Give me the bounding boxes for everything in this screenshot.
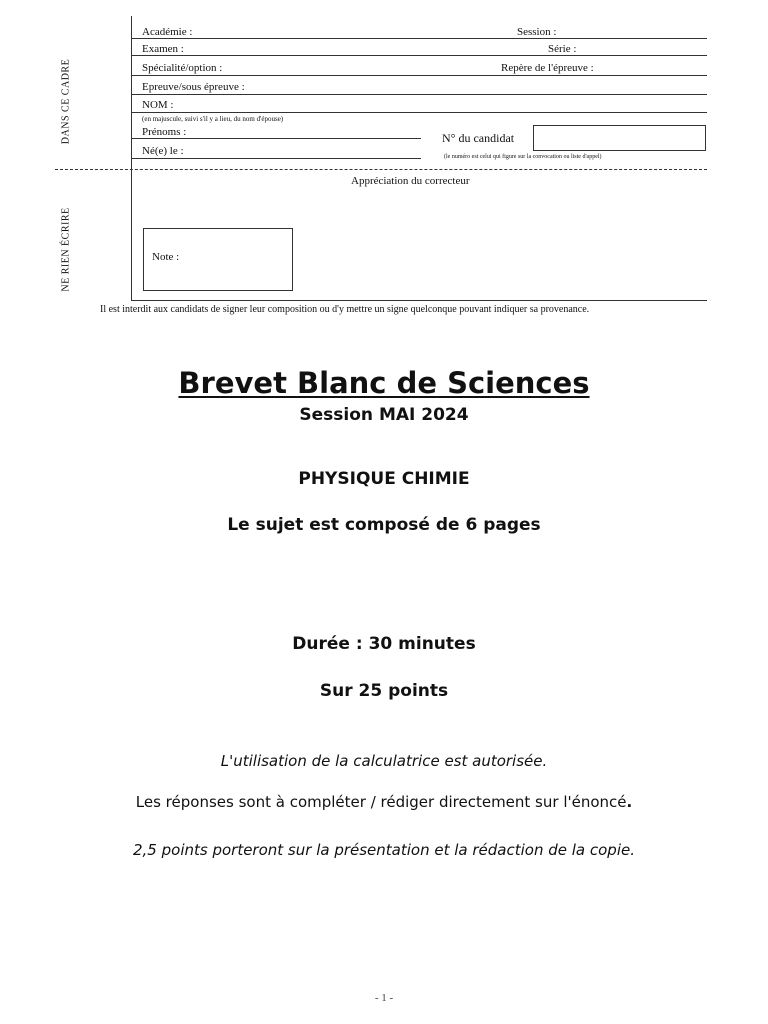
examen-label: Examen : <box>142 43 184 55</box>
candidat-label: N° du candidat <box>442 131 515 145</box>
prenoms-label: Prénoms : <box>142 126 187 138</box>
dashed-separator <box>55 169 707 170</box>
ne-le-label: Né(e) le : <box>142 145 184 157</box>
side-label-bottom: NE RIEN ÉCRIRE <box>60 207 72 292</box>
form-line <box>131 94 707 95</box>
form-line <box>131 112 707 113</box>
session-line: Session MAI 2024 <box>299 405 469 425</box>
side-label-top: DANS CE CADRE <box>60 58 72 145</box>
candidat-number-box <box>533 125 706 151</box>
responses-period: . <box>626 793 633 811</box>
responses-text: Les réponses sont à compléter / rédiger directement sur l'énoncé <box>135 793 627 811</box>
calculator-note: L'utilisation de la calculatrice est autorisée. <box>220 752 548 770</box>
specialite-label: Spécialité/option : <box>142 62 223 74</box>
form-line <box>131 38 707 39</box>
academie-label: Académie : <box>142 26 193 38</box>
serie-label: Série : <box>548 43 577 55</box>
form-bottom-line <box>131 300 707 301</box>
interdiction-notice: Il est interdit aux candidats de signer leur composition ou d'y mettre un signe quelconque pouvant indiquer sa provenance. <box>100 304 590 315</box>
form-line <box>131 138 421 139</box>
nom-hint: (en majuscule, suivi s'il y a lieu, du nom d'épouse) <box>142 115 284 123</box>
form-line <box>131 55 707 56</box>
responses-note <box>0 793 768 811</box>
candidat-hint: (le numéro est celui qui figure sur la convocation ou liste d'appel) <box>444 154 602 160</box>
session-label: Session : <box>517 26 557 38</box>
page-number: - 1 - <box>374 992 394 1004</box>
epreuve-label: Epreuve/sous épreuve : <box>142 81 245 93</box>
points-line: Sur 25 points <box>319 681 449 701</box>
page-count-line: Le sujet est composé de 6 pages <box>227 515 541 535</box>
note-label: Note : <box>152 251 180 263</box>
appreciation-label: Appréciation du correcteur <box>351 175 470 187</box>
document-title: Brevet Blanc de Sciences <box>178 366 590 400</box>
repere-label: Repère de l'épreuve : <box>501 62 594 74</box>
duration-line: Durée : 30 minutes <box>292 634 476 654</box>
nom-label: NOM : <box>142 99 174 111</box>
form-line <box>131 75 707 76</box>
presentation-note: 2,5 points porteront sur la présentation et la rédaction de la copie. <box>133 841 635 859</box>
subject-line: PHYSIQUE CHIMIE <box>298 469 470 489</box>
form-line <box>131 158 421 159</box>
